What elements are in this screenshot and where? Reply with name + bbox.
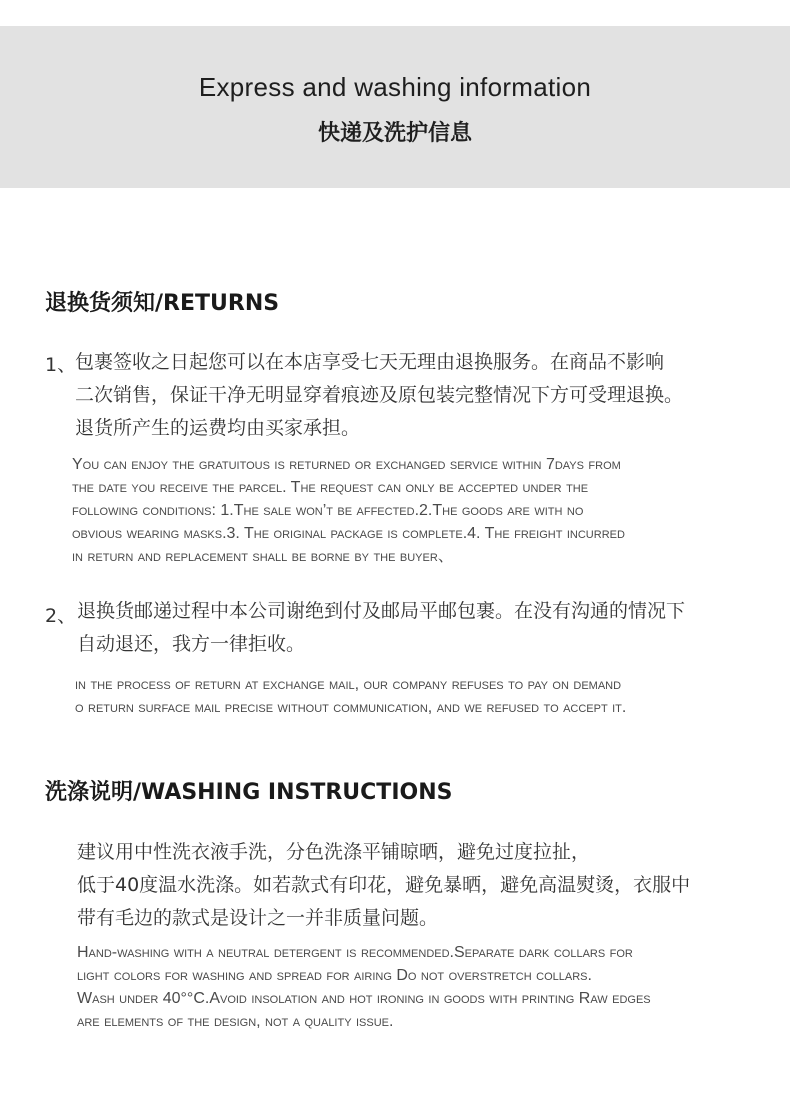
returns-item1-en-line: You can enjoy the gratuitous is returned or exchanged service within 7days from — [72, 456, 621, 473]
returns-item1-number: 1、 — [45, 354, 77, 376]
returns-item2-zh-line: 自动退还，我方一律拒收。 — [77, 633, 306, 655]
washing-zh-line: 低于40度温水洗涤。如若款式有印花，避免暴晒，避免高温熨烫，衣服中 — [77, 874, 691, 896]
returns-item1-en — [72, 453, 625, 568]
returns-item1-en-line: following conditions: 1.The sale won’t be affected.2.The goods are with no — [72, 502, 584, 519]
returns-item2-number: 2、 — [45, 605, 77, 627]
washing-en-line: light colors for washing and spread for airing Do not overstretch collars. — [77, 967, 592, 984]
banner-title-zh: 快递及洗护信息 — [317, 121, 472, 146]
returns-item1-en-line: the date you receive the parcel. The request can only be accepted under the — [72, 479, 589, 496]
returns-item1-zh-line: 二次销售，保证干净无明显穿着痕迹及原包装完整情况下方可受理退换。 — [75, 384, 684, 406]
washing-en-line: Hand-washing with a neutral detergent is recommended.Separate dark collars for — [77, 944, 633, 961]
returns-item1-zh-line: 退货所产生的运费均由买家承担。 — [75, 417, 361, 439]
washing-zh-line: 建议用中性洗衣液手洗，分色洗涤平铺晾晒，避免过度拉扯， — [77, 841, 591, 863]
washing-zh-line: 带有毛边的款式是设计之一并非质量问题。 — [77, 907, 439, 929]
washing-heading: 洗涤说明/WASHING INSTRUCTIONS — [45, 780, 453, 805]
returns-heading: 退换货须知/RETURNS — [45, 291, 280, 316]
banner-title-en: Express and washing information — [198, 72, 592, 102]
returns-item2-zh — [77, 595, 685, 661]
washing-zh — [77, 836, 690, 935]
returns-item2-zh-line: 退换货邮递过程中本公司谢绝到付及邮局平邮包裹。在没有沟通的情况下 — [77, 600, 686, 622]
returns-item1-zh-line: 包裹签收之日起您可以在本店享受七天无理由退换服务。在商品不影响 — [75, 351, 665, 373]
returns-item1-zh — [75, 346, 683, 445]
returns-item1-en-line: in return and replacement shall be borne by the buyer、 — [72, 548, 454, 565]
header-banner — [0, 26, 790, 188]
returns-item2-en-line: o return surface mail precise without communication, and we refused to accept it. — [75, 699, 627, 716]
returns-item1-en-line: obvious wearing masks.3. The original package is complete.4. The freight incurred — [72, 525, 625, 542]
returns-item2-en — [75, 673, 626, 719]
returns-item2-en-line: in the process of return at exchange mail, our company refuses to pay on demand — [75, 676, 622, 693]
washing-en-line: Wash under 40°°C.Avoid insolation and hot ironing in goods with printing Raw edges — [77, 990, 651, 1007]
washing-en — [77, 941, 651, 1033]
washing-en-line: are elements of the design, not a quality issue. — [77, 1013, 394, 1030]
